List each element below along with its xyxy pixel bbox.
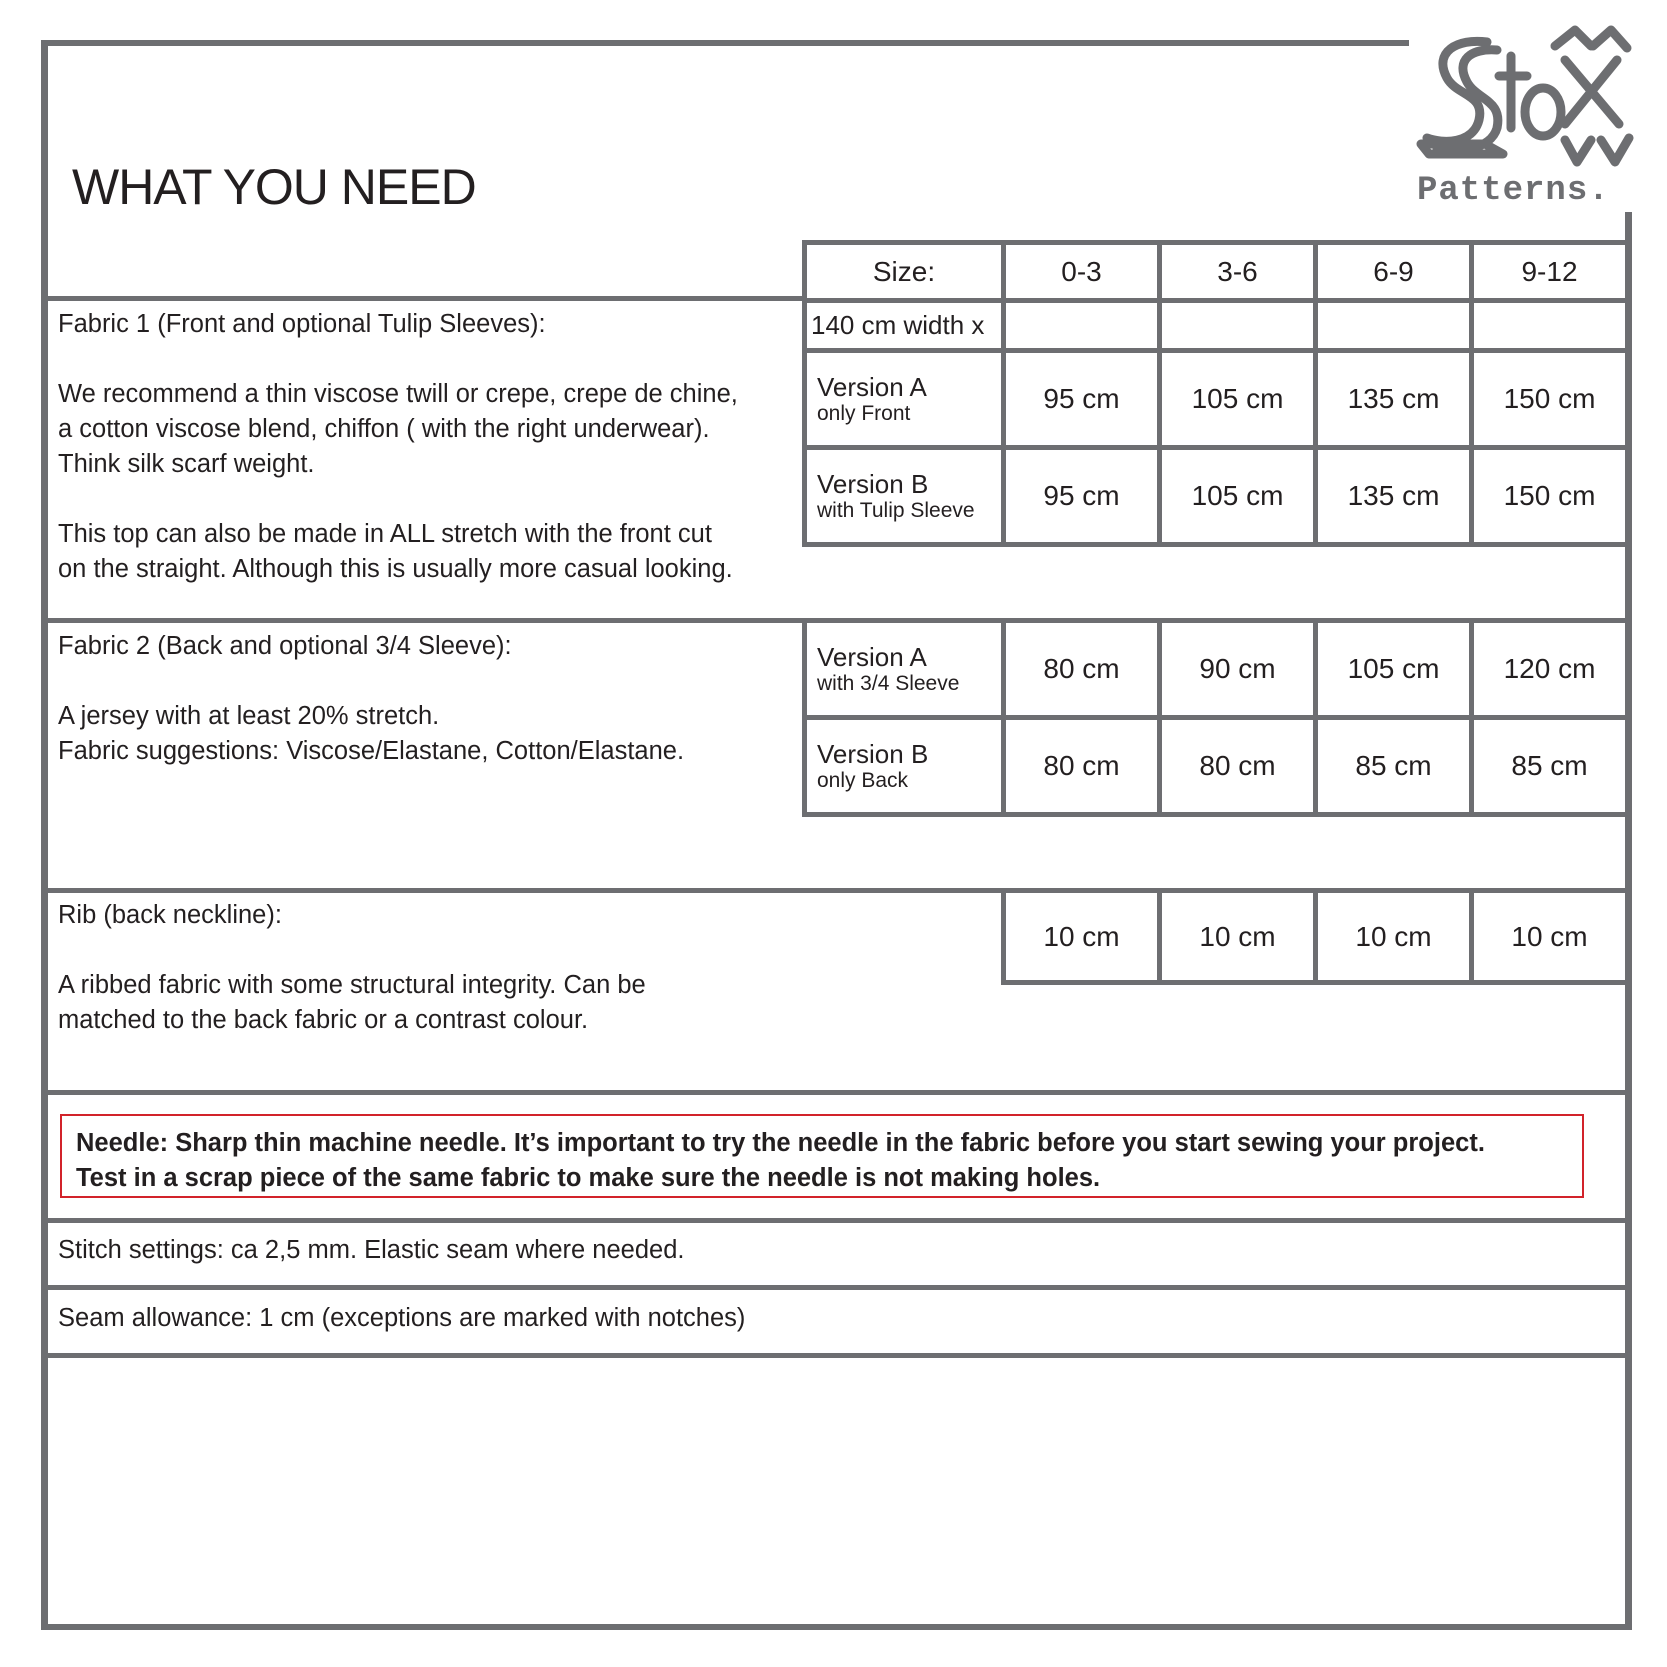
length-cell: 105 cm	[1316, 621, 1472, 718]
width-label: 140 cm width x	[805, 301, 1004, 351]
table-row	[1004, 891, 1628, 983]
length-cell: 95 cm	[1004, 448, 1160, 545]
fabric1-text-line: This top can also be made in ALL stretch with the front cut	[58, 520, 712, 548]
fabric1-text-line: a cotton viscose blend, chiffon ( with the right underwear).	[58, 415, 710, 443]
fabric1-heading: Fabric 1 (Front and optional Tulip Sleeves):	[58, 310, 546, 338]
needle-text-line: Needle: Sharp thin machine needle. It’s important to try the needle in the fabric before you start sewing your project.	[76, 1129, 1485, 1157]
fabric2-description	[58, 629, 684, 769]
divider-seam	[48, 1285, 1625, 1290]
length-cell: 90 cm	[1160, 621, 1316, 718]
version-name: Version B	[817, 469, 929, 500]
frame-left-border	[41, 40, 48, 1630]
fabric1-text-line: We recommend a thin viscose twill or crepe, crepe de chine,	[58, 380, 738, 408]
empty-cell	[1472, 301, 1628, 351]
table-row	[805, 718, 1628, 815]
version-sub: only Back	[817, 768, 909, 792]
empty-cell	[1316, 301, 1472, 351]
version-sub: with Tulip Sleeve	[817, 498, 975, 522]
divider-needle	[48, 1090, 1625, 1095]
size-label: Size:	[805, 243, 1004, 301]
size-column-header: 3-6	[1160, 243, 1316, 301]
size-column-header: 6-9	[1316, 243, 1472, 301]
size-column-header: 0-3	[1004, 243, 1160, 301]
frame-bottom-border	[41, 1624, 1632, 1630]
length-cell: 10 cm	[1472, 891, 1628, 983]
frame-top-border	[41, 40, 1409, 46]
fabric1-table	[802, 240, 1630, 547]
fabric2-table	[802, 618, 1630, 817]
version-name: Version A	[817, 372, 927, 403]
width-row	[805, 301, 1628, 351]
stitch-settings: Stitch settings: ca 2,5 mm. Elastic seam where needed.	[58, 1236, 685, 1264]
length-cell: 80 cm	[1004, 621, 1160, 718]
version-label	[805, 718, 1004, 815]
brand-name: Patterns.	[1417, 172, 1610, 210]
version-label	[805, 448, 1004, 545]
rib-description	[58, 898, 646, 1038]
size-header-row	[805, 243, 1628, 301]
table-row	[805, 448, 1628, 545]
fabric2-text-line: Fabric suggestions: Viscose/Elastane, Cotton/Elastane.	[58, 737, 685, 765]
page-title: WHAT YOU NEED	[72, 159, 476, 215]
fabric2-text-line: A jersey with at least 20% stretch.	[58, 702, 440, 730]
version-sub: with 3/4 Sleeve	[817, 671, 960, 695]
length-cell: 85 cm	[1316, 718, 1472, 815]
length-cell: 10 cm	[1160, 891, 1316, 983]
fabric2-heading: Fabric 2 (Back and optional 3/4 Sleeve):	[58, 632, 512, 660]
table-row	[805, 351, 1628, 448]
length-cell: 95 cm	[1004, 351, 1160, 448]
length-cell: 135 cm	[1316, 351, 1472, 448]
version-label	[805, 351, 1004, 448]
rib-table	[1001, 888, 1630, 985]
table-row	[805, 621, 1628, 718]
length-cell: 135 cm	[1316, 448, 1472, 545]
rib-heading: Rib (back neckline):	[58, 901, 282, 929]
version-name: Version A	[817, 642, 927, 673]
length-cell: 105 cm	[1160, 351, 1316, 448]
rib-text-line: A ribbed fabric with some structural integrity. Can be	[58, 971, 646, 999]
length-cell: 150 cm	[1472, 351, 1628, 448]
size-column-header: 9-12	[1472, 243, 1628, 301]
length-cell: 120 cm	[1472, 621, 1628, 718]
fabric1-text-line: on the straight. Although this is usually more casual looking.	[58, 555, 733, 583]
divider-header	[48, 296, 804, 301]
length-cell: 85 cm	[1472, 718, 1628, 815]
empty-cell	[1160, 301, 1316, 351]
version-sub: only Front	[817, 401, 911, 425]
length-cell: 150 cm	[1472, 448, 1628, 545]
needle-note	[60, 1114, 1584, 1198]
length-cell: 80 cm	[1160, 718, 1316, 815]
length-cell: 105 cm	[1160, 448, 1316, 545]
divider-stitch	[48, 1218, 1625, 1223]
divider-bottom	[48, 1353, 1625, 1358]
fabric1-text-line: Think silk scarf weight.	[58, 450, 315, 478]
version-label	[805, 621, 1004, 718]
needle-text-line: Test in a scrap piece of the same fabric to make sure the needle is not making holes.	[76, 1164, 1101, 1192]
length-cell: 10 cm	[1004, 891, 1160, 983]
seam-allowance: Seam allowance: 1 cm (exceptions are marked with notches)	[58, 1304, 746, 1332]
length-cell: 10 cm	[1316, 891, 1472, 983]
fabric1-description	[58, 307, 738, 587]
version-name: Version B	[817, 739, 929, 770]
rib-text-line: matched to the back fabric or a contrast colour.	[58, 1006, 589, 1034]
empty-cell	[1004, 301, 1160, 351]
length-cell: 80 cm	[1004, 718, 1160, 815]
